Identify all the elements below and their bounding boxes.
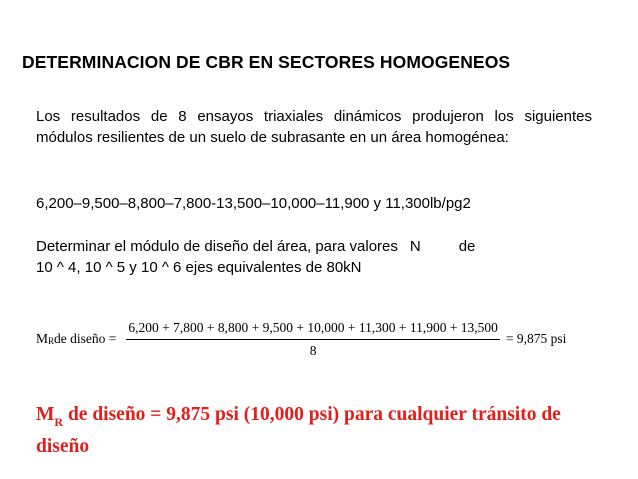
formula-lhs <box>36 331 116 347</box>
intro-paragraph: Los resultados de 8 ensayos triaxiales dinámicos produjeron los siguientes módulos resilientes de un suelo de subrasante en un área homogénea: <box>36 108 592 146</box>
formula-numerator: 6,200 + 7,800 + 8,800 + 9,500 + 10,000 + 11,300 + 11,900 + 13,500 <box>126 320 500 340</box>
formula-lhs-text: de diseño = <box>54 331 117 346</box>
formula-denominator: 8 <box>309 342 317 358</box>
formula-result: = 9,875 psi <box>505 331 567 346</box>
result-subscript-r: R <box>54 414 64 429</box>
slide-title: DETERMINACION DE CBR EN SECTORES HOMOGENEOS <box>22 52 511 72</box>
formula-subscript-r: R <box>48 336 55 346</box>
task-line-2: 10 ^ 4, 10 ^ 5 y 10 ^ 6 ejes equivalentes de 80kN <box>36 259 362 276</box>
result-statement <box>36 402 616 459</box>
design-modulus-formula <box>36 309 611 369</box>
result-m: M <box>36 404 55 425</box>
task-line-1 <box>36 236 592 257</box>
modulus-values: 6,200–9,500–8,800–7,800-13,500–10,000–11,900 y 11,300lb/pg2 <box>36 195 471 212</box>
task-text: Determinar el módulo de diseño del área, para valores <box>36 238 398 255</box>
task-de-label: de <box>458 238 476 255</box>
task-n-label: N <box>409 238 421 255</box>
task-paragraph <box>36 236 592 278</box>
result-text: de diseño = 9,875 psi (10,000 psi) para cualquier tránsito de diseño <box>36 404 561 457</box>
formula-m: M <box>36 331 49 346</box>
formula-fraction <box>126 320 500 359</box>
